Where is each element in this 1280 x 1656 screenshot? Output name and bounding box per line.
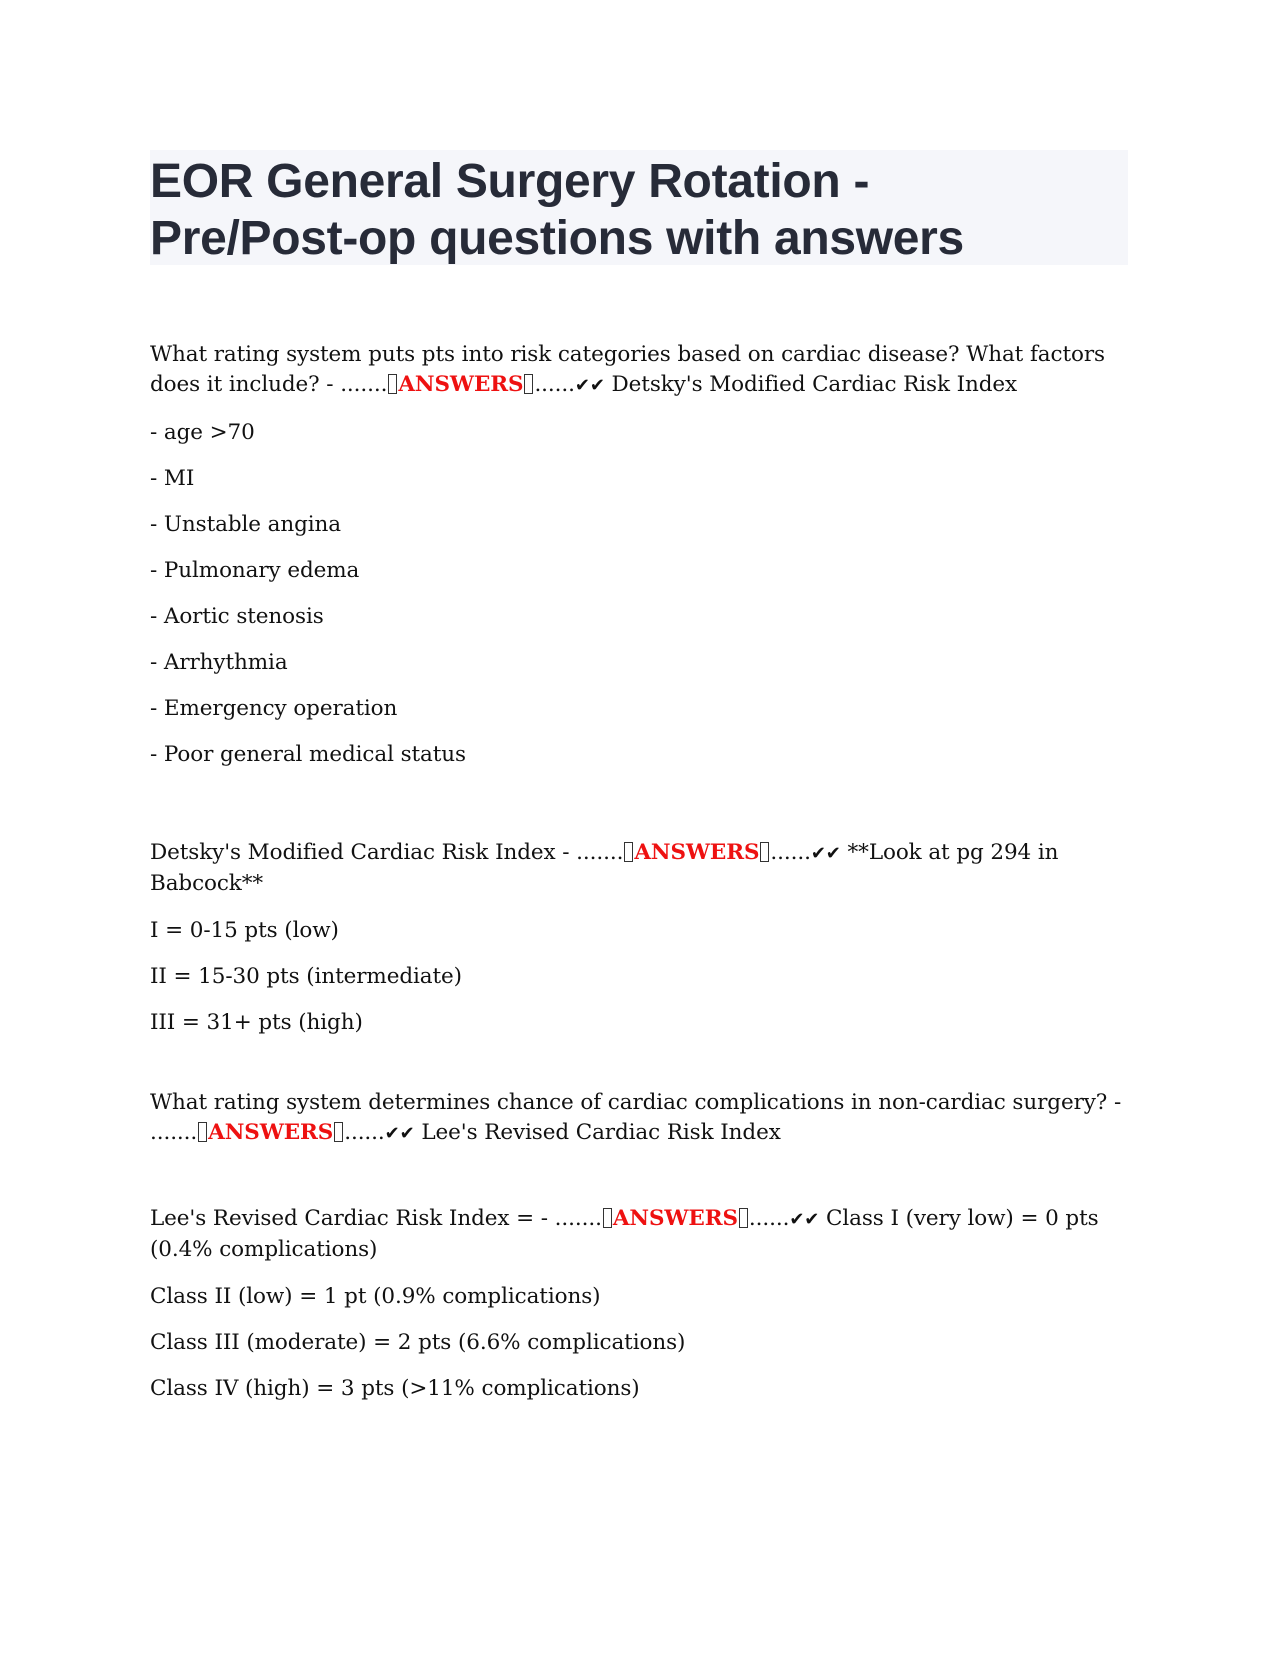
question-paragraph [150,1204,1125,1265]
list-item: - Poor general medical status [150,742,466,767]
question-text: What rating system puts pts into risk categories based on cardiac disease? What factors does it include? [150,342,1105,397]
missing-glyph-icon [198,1122,207,1142]
answers-label: ANSWERS [208,1120,334,1145]
title-line-2: Pre/Post-op questions with answers [150,212,964,265]
question-text: Lee's Revised Cardiac Risk Index = [150,1206,535,1231]
missing-glyph-icon [739,1208,748,1228]
question-paragraph [150,838,1125,899]
qa-item-2 [150,838,1125,1054]
question-text: Detsky's Modified Cardiac Risk Index [150,840,556,865]
qa-item-1 [150,340,1125,786]
list-item: I = 0-15 pts (low) [150,918,339,943]
leader-dots: - ....... [555,840,624,865]
list-item: - Emergency operation [150,696,398,721]
answers-label: ANSWERS [634,840,760,865]
missing-glyph-icon [524,374,533,394]
answer-text: Detsky's Modified Cardiac Risk Index [611,372,1018,397]
list-item: - Unstable angina [150,512,342,537]
answers-label: ANSWERS [612,1206,738,1231]
leader-dots: - ....... [319,372,388,397]
double-check-icon: ✔✔ [574,375,605,396]
list-item: Class II (low) = 1 pt (0.9% complications) [150,1284,601,1309]
answer-text: Lee's Revised Cardiac Risk Index [421,1120,781,1145]
answer-text: Class I (very low) = 0 pts (0.4% complications) [150,1206,1099,1262]
list-item: - Arrhythmia [150,650,288,675]
document-title-block [150,150,1128,265]
list-item: II = 15-30 pts (intermediate) [150,964,462,989]
leader-dots: - ....... [534,1206,602,1231]
list-item: - Pulmonary edema [150,558,360,583]
leader-dots: ...... [748,1206,790,1231]
leader-dots: ...... [770,840,811,865]
leader-dots: ...... [344,1120,385,1145]
leader-dots: - ....... [150,1090,1122,1145]
double-check-icon: ✔✔ [384,1123,415,1144]
title-line-1: EOR General Surgery Rotation - [150,155,870,208]
missing-glyph-icon [760,842,769,862]
list-item: - age >70 [150,420,255,445]
answers-label: ANSWERS [398,372,524,397]
list-item: Class IV (high) = 3 pts (>11% complications) [150,1376,640,1401]
double-check-icon: ✔✔ [810,843,841,864]
qa-item-3 [150,1088,1125,1166]
double-check-icon: ✔✔ [789,1209,820,1230]
list-item: III = 31+ pts (high) [150,1010,363,1035]
answer-text: **Look at pg 294 in Babcock** [150,840,1059,896]
missing-glyph-icon [388,374,397,394]
missing-glyph-icon [334,1122,343,1142]
list-item: - MI [150,466,195,491]
question-text: What rating system determines chance of cardiac complications in non-cardiac surgery? [150,1090,1108,1115]
list-item: Class III (moderate) = 2 pts (6.6% complications) [150,1330,686,1355]
document-title [150,153,1128,267]
missing-glyph-icon [603,1208,612,1228]
leader-dots: ...... [534,372,575,397]
missing-glyph-icon [624,842,633,862]
question-paragraph [150,1088,1125,1149]
qa-item-4 [150,1204,1125,1420]
list-item: - Aortic stenosis [150,604,324,629]
question-paragraph [150,340,1125,401]
